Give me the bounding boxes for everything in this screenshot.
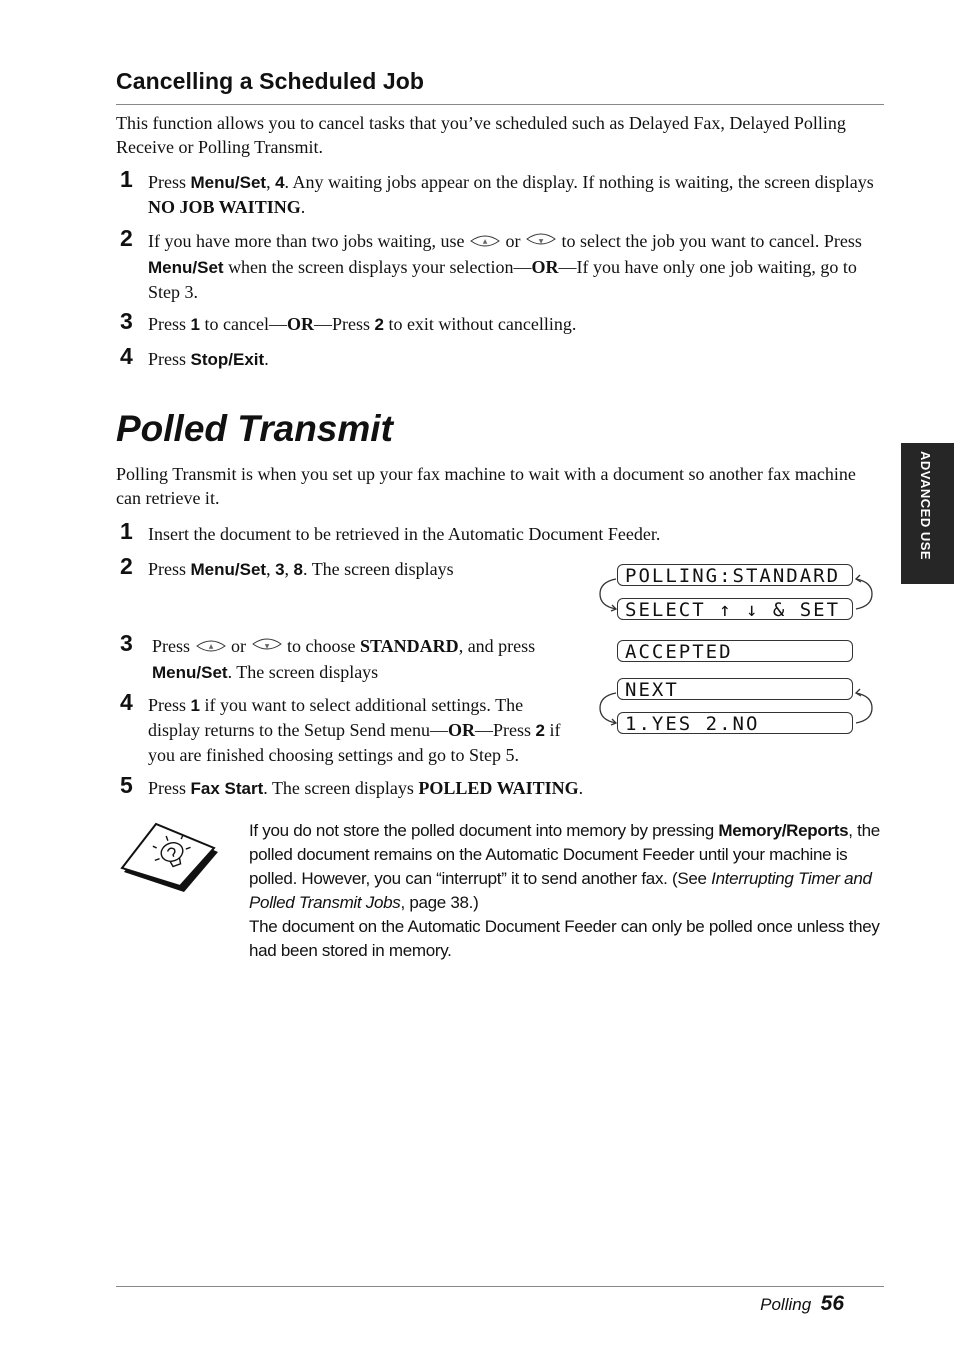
cancel-step-3: Press 1 to cancel—OR—Press 2 to exit without cancelling. — [148, 314, 577, 334]
svg-text:▲: ▲ — [208, 642, 213, 650]
step-number: 3 — [120, 630, 133, 656]
polled-step-3: Press ▲ or ▼ to choose STANDARD, and press Menu/Set. The screen displays — [152, 636, 536, 682]
step-number: 1 — [120, 518, 133, 544]
polled-step-1: Insert the document to be retrieved in the Automatic Document Feeder. — [148, 524, 661, 544]
page-number: 56 — [820, 1292, 844, 1315]
up-arrow-button-icon — [469, 231, 501, 255]
lcd-cycle-arrows-icon — [592, 566, 882, 622]
svg-text:▼: ▼ — [538, 237, 544, 245]
section-heading-cancelling: Cancelling a Scheduled Job — [116, 68, 425, 94]
down-arrow-button-icon — [525, 231, 557, 255]
polled-step-4: Press 1 if you want to select additional settings. The display returns to the Setup Send menu—OR—Press 2 if you are finished choosing settings and go to Step 5. — [148, 695, 561, 765]
lcd-polling-line1: POLLING:STANDARD — [617, 564, 853, 586]
side-tab — [901, 443, 954, 584]
step-number: 1 — [120, 166, 133, 192]
step-number: 5 — [120, 772, 133, 798]
side-tab-label: ADVANCED USE — [918, 451, 933, 561]
lcd-next-line2: 1.YES 2.NO — [617, 712, 853, 734]
cancel-step-1: Press Menu/Set, 4. Any waiting jobs appear on the display. If nothing is waiting, the screen displays NO JOB WAITING. — [148, 172, 874, 217]
page-title: Polled Transmit — [116, 408, 393, 449]
step-number: 4 — [120, 689, 133, 715]
lcd-accepted: ACCEPTED — [617, 640, 853, 662]
section1-intro: This function allows you to cancel tasks that you’ve scheduled such as Delayed Fax, Delayed Polling Receive or Polling Transmit. — [116, 113, 846, 157]
svg-text:▲: ▲ — [482, 237, 488, 245]
lightbulb-icon — [120, 822, 220, 894]
step-number: 4 — [120, 343, 133, 369]
step-number: 2 — [120, 553, 133, 579]
step-number: 3 — [120, 308, 133, 334]
lcd-polling-line2: SELECT ↑ ↓ & SET — [617, 598, 853, 620]
footer — [760, 1292, 844, 1316]
footer-section-name: Polling — [760, 1295, 812, 1314]
step-number: 2 — [120, 225, 133, 251]
heading-rule — [116, 104, 884, 105]
cancel-step-4: Press Stop/Exit. — [148, 349, 269, 369]
footer-rule — [116, 1286, 884, 1287]
down-arrow-button-icon — [251, 636, 283, 660]
polled-step-5: Press Fax Start. The screen displays POLLED WAITING. — [148, 778, 584, 798]
lcd-cycle-arrows-icon — [592, 680, 882, 736]
lcd-next-line1: NEXT — [617, 678, 853, 700]
polled-step-2: Press Menu/Set, 3, 8. The screen displays — [148, 559, 454, 579]
up-arrow-button-icon — [195, 636, 227, 660]
svg-text:▼: ▼ — [264, 642, 269, 650]
cancel-step-2: If you have more than two jobs waiting, use ▲ or ▼ to select the job you want to cancel. Press Menu/Set when the screen displays your selection—OR—If you have only one job waiting, go to Step 3. — [148, 231, 862, 302]
note-text: If you do not store the polled document into memory by pressing Memory/Reports, the polled document remains on the Automatic Document Feeder until your machine is polled. However, you can “interrupt” it to send another fax. (See Interrupting Timer and Polled Transmit Jobs, page 38.) The document on the Automatic Document Feeder can only be polled once unless they had been stored in memory. — [249, 821, 880, 960]
section2-intro: Polling Transmit is when you set up your fax machine to wait with a document so another fax machine can retrieve it. — [116, 464, 856, 508]
